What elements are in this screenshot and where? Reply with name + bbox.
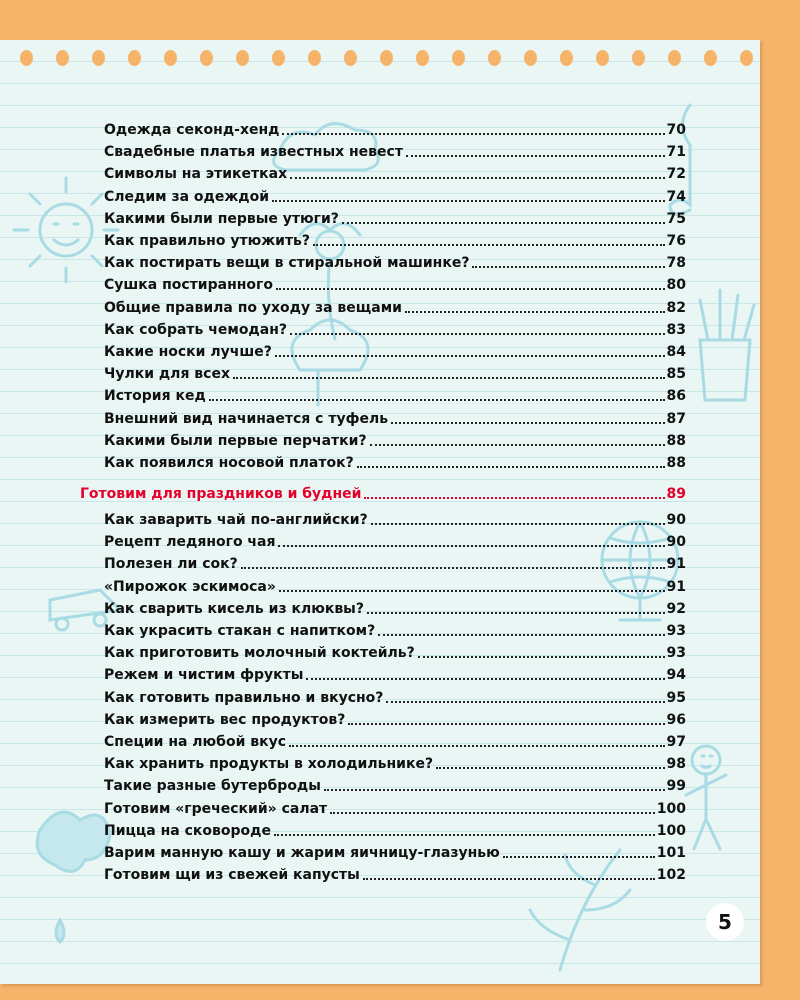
toc-entry-title: Свадебные платья известных невест bbox=[104, 144, 403, 160]
toc-entry-title: «Пирожок эскимоса» bbox=[104, 579, 276, 595]
dot-leader bbox=[282, 133, 664, 135]
toc-entry[interactable] bbox=[104, 209, 686, 229]
toc-entry-title: Как сварить кисель из клюквы? bbox=[104, 601, 364, 617]
toc-entry[interactable] bbox=[104, 342, 686, 362]
dot-leader bbox=[357, 466, 665, 468]
toc-entry-page: 70 bbox=[666, 122, 686, 138]
toc-entry-page: 100 bbox=[656, 801, 686, 817]
toc-entry[interactable] bbox=[104, 688, 686, 708]
toc-entry-title: Готовим для праздников и будней bbox=[80, 486, 362, 502]
dot-leader bbox=[386, 701, 664, 703]
toc-entry[interactable] bbox=[104, 732, 686, 752]
toc-entry-page: 90 bbox=[666, 512, 686, 528]
toc-entry[interactable] bbox=[104, 799, 686, 819]
dot-leader bbox=[289, 745, 664, 747]
toc-entry-page: 83 bbox=[666, 322, 686, 338]
toc-entry-page: 94 bbox=[666, 667, 686, 683]
toc-entry[interactable] bbox=[104, 643, 686, 663]
toc-entry-page: 100 bbox=[656, 823, 686, 839]
toc-entry[interactable] bbox=[104, 320, 686, 340]
toc-entry-page: 90 bbox=[666, 534, 686, 550]
toc-entry[interactable] bbox=[104, 865, 686, 885]
toc-entry-title: Как появился носовой платок? bbox=[104, 455, 354, 471]
toc-entry-title: Какими были первые перчатки? bbox=[104, 433, 367, 449]
toc-entry[interactable] bbox=[104, 142, 686, 162]
toc-entry-page: 85 bbox=[666, 366, 686, 382]
toc-entry[interactable] bbox=[104, 621, 686, 641]
toc-entry-page: 101 bbox=[656, 845, 686, 861]
toc-entry-title: Как измерить вес продуктов? bbox=[104, 712, 346, 728]
toc-entry-title: Как постирать вещи в стиральной машинке? bbox=[104, 255, 470, 271]
dot-leader bbox=[405, 311, 665, 313]
toc-entry-page: 86 bbox=[666, 388, 686, 404]
toc-entry-page: 98 bbox=[666, 756, 686, 772]
toc-entry-page: 78 bbox=[666, 255, 686, 271]
toc-entry-title: Как хранить продукты в холодильнике? bbox=[104, 756, 434, 772]
dot-leader bbox=[290, 177, 664, 179]
dot-leader bbox=[436, 767, 664, 769]
toc-entry-page: 95 bbox=[666, 690, 686, 706]
dot-leader bbox=[378, 634, 664, 636]
toc-entry-title: Символы на этикетках bbox=[104, 166, 288, 182]
dot-leader bbox=[348, 723, 664, 725]
toc-entry[interactable] bbox=[104, 754, 686, 774]
toc-entry[interactable] bbox=[104, 532, 686, 552]
toc-entry-page: 75 bbox=[666, 211, 686, 227]
toc-entry-title: Как собрать чемодан? bbox=[104, 322, 287, 338]
toc-entry-page: 80 bbox=[666, 277, 686, 293]
toc-entry-page: 91 bbox=[666, 556, 686, 572]
toc-entry-title: Как готовить правильно и вкусно? bbox=[104, 690, 384, 706]
toc-entry[interactable] bbox=[104, 120, 686, 140]
dot-leader bbox=[418, 656, 665, 658]
toc-entry-page: 93 bbox=[666, 645, 686, 661]
toc-entry-page: 88 bbox=[666, 433, 686, 449]
toc-entry[interactable] bbox=[104, 431, 686, 451]
toc-entry[interactable] bbox=[104, 510, 686, 530]
toc-entry-title: Внешний вид начинается с туфель bbox=[104, 411, 389, 427]
toc-entry-title: История кед bbox=[104, 388, 206, 404]
dot-leader bbox=[324, 789, 665, 791]
dot-leader bbox=[209, 399, 665, 401]
toc-entry-title: Как заварить чай по-английски? bbox=[104, 512, 368, 528]
toc-entry-page: 76 bbox=[666, 233, 686, 249]
toc-entry-page: 99 bbox=[666, 778, 686, 794]
toc-entry[interactable] bbox=[104, 409, 686, 429]
toc-entry-page: 93 bbox=[666, 623, 686, 639]
toc-entry[interactable] bbox=[104, 364, 686, 384]
toc-entry-page: 71 bbox=[666, 144, 686, 160]
toc-entry[interactable] bbox=[104, 821, 686, 841]
dot-leader bbox=[278, 545, 664, 547]
toc-entry-page: 92 bbox=[666, 601, 686, 617]
toc-entry[interactable] bbox=[104, 554, 686, 574]
dot-leader bbox=[342, 222, 665, 224]
dot-leader bbox=[275, 355, 665, 357]
dot-leader bbox=[364, 497, 664, 499]
toc-entry-title: Общие правила по уходу за вещами bbox=[104, 300, 402, 316]
dot-leader bbox=[290, 333, 665, 335]
toc-entry-title: Рецепт ледяного чая bbox=[104, 534, 276, 550]
toc-entry-title: Как правильно утюжить? bbox=[104, 233, 311, 249]
dot-leader bbox=[233, 377, 665, 379]
toc-entry-page: 88 bbox=[666, 455, 686, 471]
toc-entry[interactable] bbox=[104, 665, 686, 685]
toc-entry[interactable] bbox=[104, 187, 686, 207]
toc-entry-title: Варим манную кашу и жарим яичницу-глазунью bbox=[104, 845, 500, 861]
page-number: 5 bbox=[706, 903, 744, 941]
dot-leader bbox=[272, 200, 665, 202]
dot-leader bbox=[367, 612, 665, 614]
dot-leader bbox=[313, 244, 664, 246]
toc-entry-title: Полезен ли сок? bbox=[104, 556, 238, 572]
toc-entry-page: 89 bbox=[666, 486, 686, 502]
toc-entry-title: Какие носки лучше? bbox=[104, 344, 272, 360]
dot-leader bbox=[503, 856, 655, 858]
toc-entry[interactable] bbox=[104, 710, 686, 730]
dot-leader bbox=[330, 812, 655, 814]
toc-entry-title: Одежда секонд-хенд bbox=[104, 122, 280, 138]
toc-entry-page: 84 bbox=[666, 344, 686, 360]
toc-section-heading[interactable] bbox=[80, 484, 686, 504]
toc-entry-page: 97 bbox=[666, 734, 686, 750]
toc-entry-title: Чулки для всех bbox=[104, 366, 230, 382]
dot-leader bbox=[391, 422, 664, 424]
toc-entry[interactable] bbox=[104, 453, 686, 473]
dot-leader bbox=[406, 155, 665, 157]
toc-entry-page: 91 bbox=[666, 579, 686, 595]
dot-leader bbox=[279, 590, 665, 592]
toc-entry[interactable] bbox=[104, 577, 686, 597]
toc-entry[interactable] bbox=[104, 599, 686, 619]
toc-entry-title: Готовим щи из свежей капусты bbox=[104, 867, 360, 883]
toc-entry-title: Сушка постиранного bbox=[104, 277, 273, 293]
toc-entry-title: Режем и чистим фрукты bbox=[104, 667, 304, 683]
dot-leader bbox=[472, 266, 664, 268]
toc-entry-page: 82 bbox=[666, 300, 686, 316]
toc-entry-title: Как украсить стакан с напитком? bbox=[104, 623, 376, 639]
toc-entry-title: Следим за одеждой bbox=[104, 189, 269, 205]
toc-entry-title: Пицца на сковороде bbox=[104, 823, 271, 839]
toc-entry-title: Такие разные бутерброды bbox=[104, 778, 321, 794]
toc-entry-page: 87 bbox=[666, 411, 686, 427]
toc-entry-page: 96 bbox=[666, 712, 686, 728]
dot-leader bbox=[370, 444, 665, 446]
toc-entry[interactable] bbox=[104, 386, 686, 406]
dot-leader bbox=[276, 288, 665, 290]
toc-entry[interactable] bbox=[104, 843, 686, 863]
dot-leader bbox=[371, 523, 665, 525]
toc-entry[interactable] bbox=[104, 275, 686, 295]
toc-entry-title: Готовим «греческий» салат bbox=[104, 801, 328, 817]
toc-entry-page: 102 bbox=[656, 867, 686, 883]
toc-entry[interactable] bbox=[104, 164, 686, 184]
toc-entry-title: Специи на любой вкус bbox=[104, 734, 287, 750]
toc-entry-page: 74 bbox=[666, 189, 686, 205]
toc-entry[interactable] bbox=[104, 231, 686, 251]
dot-leader bbox=[241, 567, 665, 569]
toc-entry[interactable] bbox=[104, 298, 686, 318]
toc-entry[interactable] bbox=[104, 776, 686, 796]
toc-entry[interactable] bbox=[104, 253, 686, 273]
toc-entry-page: 72 bbox=[666, 166, 686, 182]
toc-entry-title: Какими были первые утюги? bbox=[104, 211, 339, 227]
toc-entry-title: Как приготовить молочный коктейль? bbox=[104, 645, 415, 661]
dot-leader bbox=[306, 678, 664, 680]
dot-leader bbox=[274, 834, 655, 836]
dot-leader bbox=[363, 878, 655, 880]
